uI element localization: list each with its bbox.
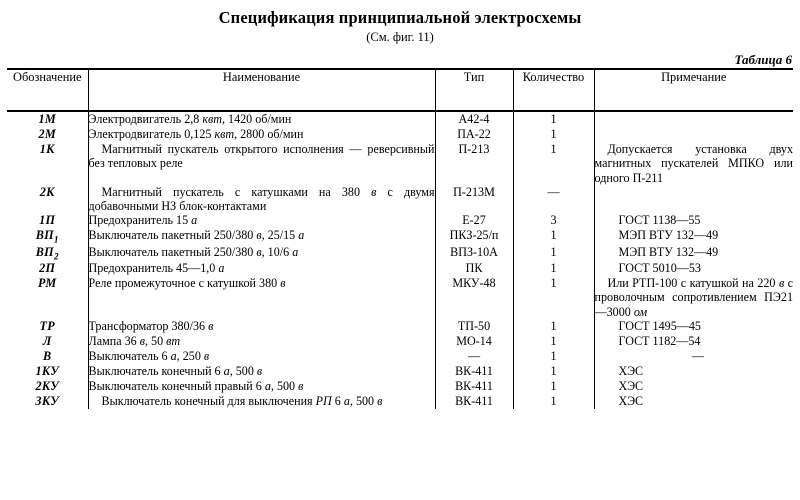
cell-note	[594, 185, 793, 214]
cell-quantity: 1	[513, 245, 594, 261]
cell-quantity: 1	[513, 276, 594, 319]
cell-quantity: 1	[513, 261, 594, 276]
cell-name: Предохранитель 45—1,0 а	[88, 261, 435, 276]
cell-note: —	[594, 349, 793, 364]
cell-type: А42-4	[435, 111, 513, 127]
cell-name: Выключатель пакетный 250/380 в, 10/6 а	[88, 245, 435, 261]
cell-designation: ЗКУ	[35, 394, 60, 408]
cell-name: Выключатель конечный 6 а, 500 в	[88, 364, 435, 379]
cell-name: Электродвигатель 2,8 квт, 1420 об/мин	[88, 111, 435, 127]
cell-type: ВК-411	[435, 379, 513, 394]
cell-designation: 2M	[38, 127, 57, 141]
cell-type: МКУ-48	[435, 276, 513, 319]
cell-quantity: 1	[513, 142, 594, 185]
column-header-note: Примечание	[594, 70, 793, 111]
cell-note: ГОСТ 1138—55	[594, 213, 793, 228]
table-row	[7, 213, 793, 228]
table-row	[7, 319, 793, 334]
cell-designation: В	[43, 349, 52, 363]
cell-quantity: 1	[513, 364, 594, 379]
cell-designation: 2К	[39, 184, 55, 199]
table-row	[7, 261, 793, 276]
cell-name: Электродвигатель 0,125 квт, 2800 об/мин	[88, 127, 435, 142]
table-row	[7, 276, 793, 319]
page-title: Спецификация принципиальной электросхемы	[218, 8, 582, 27]
table-header-row	[7, 70, 793, 111]
cell-quantity: —	[513, 185, 594, 214]
cell-type: ВК-411	[435, 364, 513, 379]
cell-name: Выключатель конечный для выключения РП 6 а, 500 в	[88, 394, 435, 409]
cell-note: ХЭС	[594, 379, 793, 394]
cell-designation: РМ	[37, 276, 57, 291]
table-number-label: Таблица 6	[734, 51, 792, 67]
column-header-name: Наименование	[88, 70, 435, 111]
table-row	[7, 127, 793, 142]
cell-name: Лампа 36 в, 50 вт	[88, 334, 435, 349]
cell-type: ПК	[435, 261, 513, 276]
cell-name: Выключатель конечный правый 6 а, 500 в	[88, 379, 435, 394]
cell-note: Допускается установка двух магнитных пускателей МПКО или одного П-211	[594, 142, 793, 185]
table-row	[7, 111, 793, 127]
cell-type: П-213М	[435, 185, 513, 214]
cell-name: Выключатель пакетный 250/380 в, 25/15 а	[88, 228, 435, 244]
cell-designation: Л	[42, 334, 52, 348]
table-row	[7, 379, 793, 394]
cell-quantity: 1	[513, 111, 594, 127]
cell-name: Предохранитель 15 а	[88, 213, 435, 228]
cell-designation: ТР	[39, 319, 55, 333]
cell-name: Магнитный пускатель открытого исполнения — реверсивный без тепловых реле	[88, 142, 435, 185]
cell-note: Или РТП-100 с катушкой на 220 в с проволочным сопротивлением ПЭ21—3000 ом	[594, 276, 793, 319]
cell-type: ПКЗ-25/п	[435, 228, 513, 244]
column-header-type: Тип	[435, 70, 513, 111]
cell-type: П-213	[435, 142, 513, 185]
specification-table	[7, 70, 793, 409]
cell-note: ГОСТ 1182—54	[594, 334, 793, 349]
table-row	[7, 228, 793, 244]
table-row	[7, 364, 793, 379]
cell-designation: 1П	[39, 213, 56, 228]
column-header-designation: Обозначение	[13, 70, 82, 84]
table-header	[7, 70, 793, 111]
cell-note: ХЭС	[594, 364, 793, 379]
cell-note: МЭП ВТУ 132—49	[594, 228, 793, 244]
cell-type: Е-27	[435, 213, 513, 228]
cell-designation: 1КУ	[35, 364, 60, 378]
cell-quantity: 1	[513, 319, 594, 334]
table-row	[7, 349, 793, 364]
cell-note: ГОСТ 1495—45	[594, 319, 793, 334]
figure-reference: (См. фиг. 11)	[366, 30, 434, 45]
cell-note: ГОСТ 5010—53	[594, 261, 793, 276]
cell-quantity: 1	[513, 379, 594, 394]
cell-type: ВПЗ-10А	[435, 245, 513, 261]
cell-type: МО-14	[435, 334, 513, 349]
cell-designation: 2КУ	[35, 379, 60, 393]
cell-type: ВК-411	[435, 394, 513, 409]
cell-type: —	[435, 349, 513, 364]
cell-designation: $ВП_2$	[35, 244, 59, 262]
table-row	[7, 334, 793, 349]
cell-designation: 1M	[38, 112, 57, 126]
cell-designation: $ВП_1$	[35, 228, 59, 245]
cell-note	[594, 111, 793, 127]
table-row	[7, 185, 793, 214]
cell-designation: 1К	[39, 142, 55, 156]
cell-note: ХЭС	[594, 394, 793, 409]
cell-quantity: 1	[513, 127, 594, 142]
table-row	[7, 142, 793, 185]
document-header	[0, 0, 800, 68]
cell-name: Реле промежуточное с катушкой 380 в	[88, 276, 435, 319]
cell-quantity: 1	[513, 228, 594, 244]
table-row	[7, 245, 793, 261]
cell-quantity: 1	[513, 349, 594, 364]
cell-name: Выключатель 6 а, 250 в	[88, 349, 435, 364]
cell-name: Трансформатор 380/36 в	[88, 319, 435, 334]
column-header-quantity: Количество	[513, 70, 594, 111]
cell-quantity: 1	[513, 334, 594, 349]
cell-note: МЭП ВТУ 132—49	[594, 245, 793, 261]
cell-quantity: 1	[513, 394, 594, 409]
cell-type: ТП-50	[435, 319, 513, 334]
specification-table-container	[7, 68, 793, 409]
cell-quantity: 3	[513, 213, 594, 228]
cell-name: Магнитный пускатель с катушками на 380 в с двумя добавочными НЗ блок-контактами	[88, 184, 435, 214]
cell-type: ПА-22	[435, 127, 513, 142]
table-body	[7, 111, 793, 409]
table-row	[7, 394, 793, 409]
cell-designation: 2П	[39, 261, 56, 276]
cell-note	[594, 127, 793, 142]
